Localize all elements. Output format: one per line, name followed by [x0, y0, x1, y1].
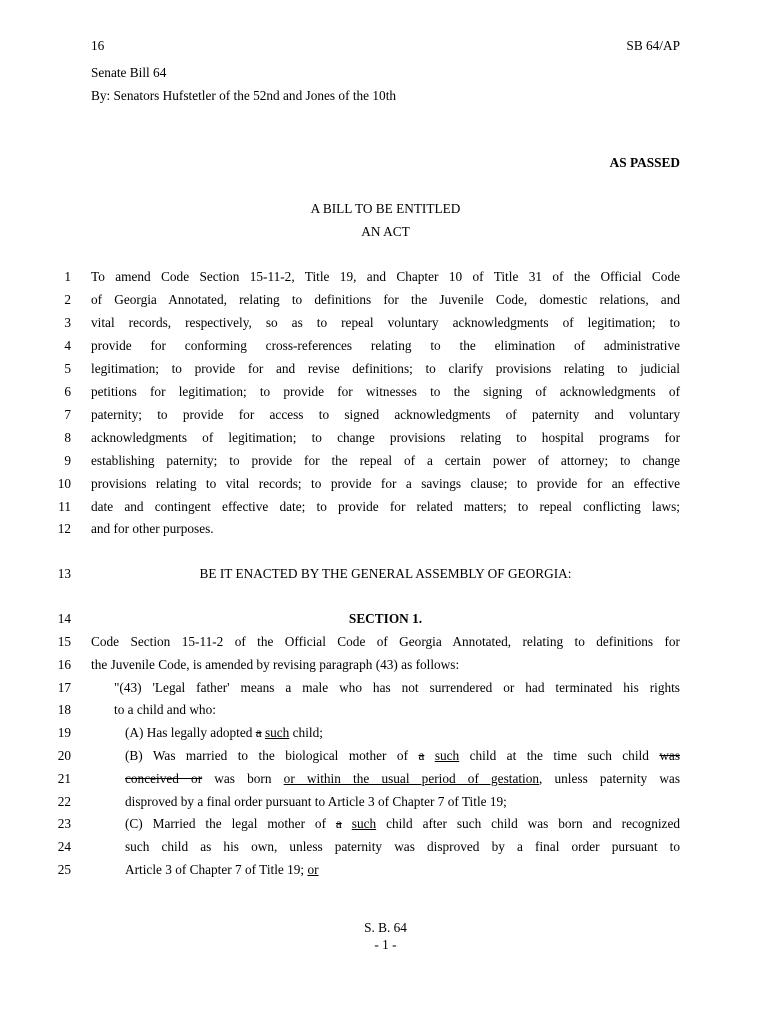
footer-bill-ref: S. B. 64 [364, 920, 407, 935]
bill-line-text [91, 566, 680, 582]
text-run: vital records, respectively, so as to repeal voluntary acknowledgments of legitimation; to [91, 315, 680, 330]
text-run: (B) Was married to the biological mother of [125, 748, 419, 763]
text-run: to a child and who: [114, 702, 216, 717]
bill-status: AS PASSED [609, 155, 680, 170]
text-run: , unless paternity was [539, 771, 681, 786]
text-run: such child as his own, unless paternity was disproved by a final order pursuant to [125, 839, 680, 854]
text-run: child; [289, 725, 323, 740]
text-run: (C) Married the legal mother of [125, 816, 336, 831]
bill-sponsors: By: Senators Hufstetler of the 52nd and Jones of the 10th [91, 88, 397, 103]
bill-line-text [91, 657, 680, 673]
struck-text: a [335, 816, 342, 831]
bill-line-text [91, 407, 680, 423]
bill-line-text [125, 816, 680, 832]
line-number: 20 [57, 748, 71, 763]
struck-text: was [659, 748, 681, 763]
text-run: petitions for legitimation; to provide for witnesses to the signing of acknowledgments of [91, 384, 680, 399]
bill-line-text [91, 384, 680, 400]
line-number: 18 [57, 702, 71, 717]
bill-title-line2: AN ACT [361, 224, 410, 239]
struck-text: a [255, 725, 262, 740]
bill-title-line1: A BILL TO BE ENTITLED [310, 201, 461, 216]
inserted-text: or within the usual period of gestation [283, 771, 540, 786]
text-run: of Georgia Annotated, relating to definitions for the Juvenile Code, domestic relations, and [91, 292, 680, 307]
bill-line-text [125, 862, 680, 878]
text-run: Article 3 of Chapter 7 of Title 19; [125, 862, 308, 877]
text-run: establishing paternity; to provide for the repeal of a certain power of attorney; to change [91, 453, 680, 468]
line-number: 21 [57, 771, 71, 786]
bill-line-text [91, 269, 680, 285]
bill-line-text [125, 725, 680, 741]
line-number: 14 [57, 611, 71, 626]
bill-code: SB 64/AP [626, 38, 680, 53]
line-number: 2 [64, 292, 71, 307]
text-run: BE IT ENACTED BY THE GENERAL ASSEMBLY OF GEORGIA: [199, 566, 572, 581]
bill-line-text [114, 680, 680, 696]
text-run: legitimation; to provide for and revise definitions; to clarify provisions relating to judicial [91, 361, 680, 376]
text-run: acknowledgments of legitimation; to change provisions relating to hospital programs for [91, 430, 680, 445]
line-number: 11 [58, 499, 71, 514]
text-run: paternity; to provide for access to signed acknowledgments of paternity and voluntary [91, 407, 680, 422]
line-number: 7 [64, 407, 71, 422]
line-number: 1 [64, 269, 71, 284]
text-run: provide for conforming cross-references relating to the elimination of administrative [91, 338, 680, 353]
text-run: date and contingent effective date; to provide for related matters; to repeal conflicting laws; [91, 499, 680, 514]
bill-line-text [91, 453, 680, 469]
line-number: 5 [64, 361, 71, 376]
line-number: 23 [57, 816, 71, 831]
bill-line-text [91, 499, 680, 515]
inserted-text: such [434, 748, 460, 763]
bill-line-text [125, 794, 680, 810]
text-run [424, 748, 434, 763]
bill-line-text [91, 634, 680, 650]
inserted-text: such [264, 725, 290, 740]
line-number: 8 [64, 430, 71, 445]
bill-line-text [114, 702, 680, 718]
bill-name: Senate Bill 64 [91, 65, 167, 80]
line-number: 17 [57, 680, 71, 695]
text-run [342, 816, 352, 831]
footer-page-label: - 1 - [374, 937, 397, 952]
text-run: SECTION 1. [348, 611, 423, 626]
text-run: child after such child was born and recognized [376, 816, 681, 831]
line-number: 10 [57, 476, 71, 491]
line-number: 19 [57, 725, 71, 740]
bill-line-text [91, 315, 680, 331]
line-number: 9 [64, 453, 71, 468]
line-number: 3 [64, 315, 71, 330]
text-run: (A) Has legally adopted [125, 725, 256, 740]
text-run: and for other purposes. [91, 521, 214, 536]
page-number: 16 [91, 38, 105, 53]
text-run: Code Section 15-11-2 of the Official Code of Georgia Annotated, relating to definitions for [91, 634, 680, 649]
line-number: 24 [57, 839, 71, 854]
bill-line-text [91, 361, 680, 377]
line-number: 13 [57, 566, 71, 581]
bill-line-text [125, 748, 680, 764]
text-run: child at the time such child [459, 748, 660, 763]
inserted-text: such [351, 816, 377, 831]
text-run: "(43) 'Legal father' means a male who has not surrendered or had terminated his rights [114, 680, 680, 695]
line-number: 25 [57, 862, 71, 877]
bill-line-text [91, 292, 680, 308]
line-number: 15 [57, 634, 71, 649]
line-number: 4 [64, 338, 71, 353]
text-run: To amend Code Section 15-11-2, Title 19, and Chapter 10 of Title 31 of the Official Code [91, 269, 680, 284]
text-run: was born [202, 771, 284, 786]
line-number: 16 [57, 657, 71, 672]
text-run: provisions relating to vital records; to provide for a savings clause; to provide for an effective [91, 476, 680, 491]
line-number: 22 [57, 794, 71, 809]
text-run: disproved by a final order pursuant to Article 3 of Chapter 7 of Title 19; [125, 794, 507, 809]
bill-line-text [91, 521, 680, 537]
bill-line-text [125, 771, 680, 787]
line-number: 6 [64, 384, 71, 399]
bill-line-text [91, 476, 680, 492]
bill-line-text [125, 839, 680, 855]
struck-text: a [418, 748, 425, 763]
struck-text: conceived or [125, 771, 203, 786]
line-number: 12 [57, 521, 71, 536]
inserted-text: or [307, 862, 319, 877]
bill-line-text [91, 338, 680, 354]
bill-line-text [91, 430, 680, 446]
bill-line-text [91, 611, 680, 627]
text-run: the Juvenile Code, is amended by revising paragraph (43) as follows: [91, 657, 460, 672]
